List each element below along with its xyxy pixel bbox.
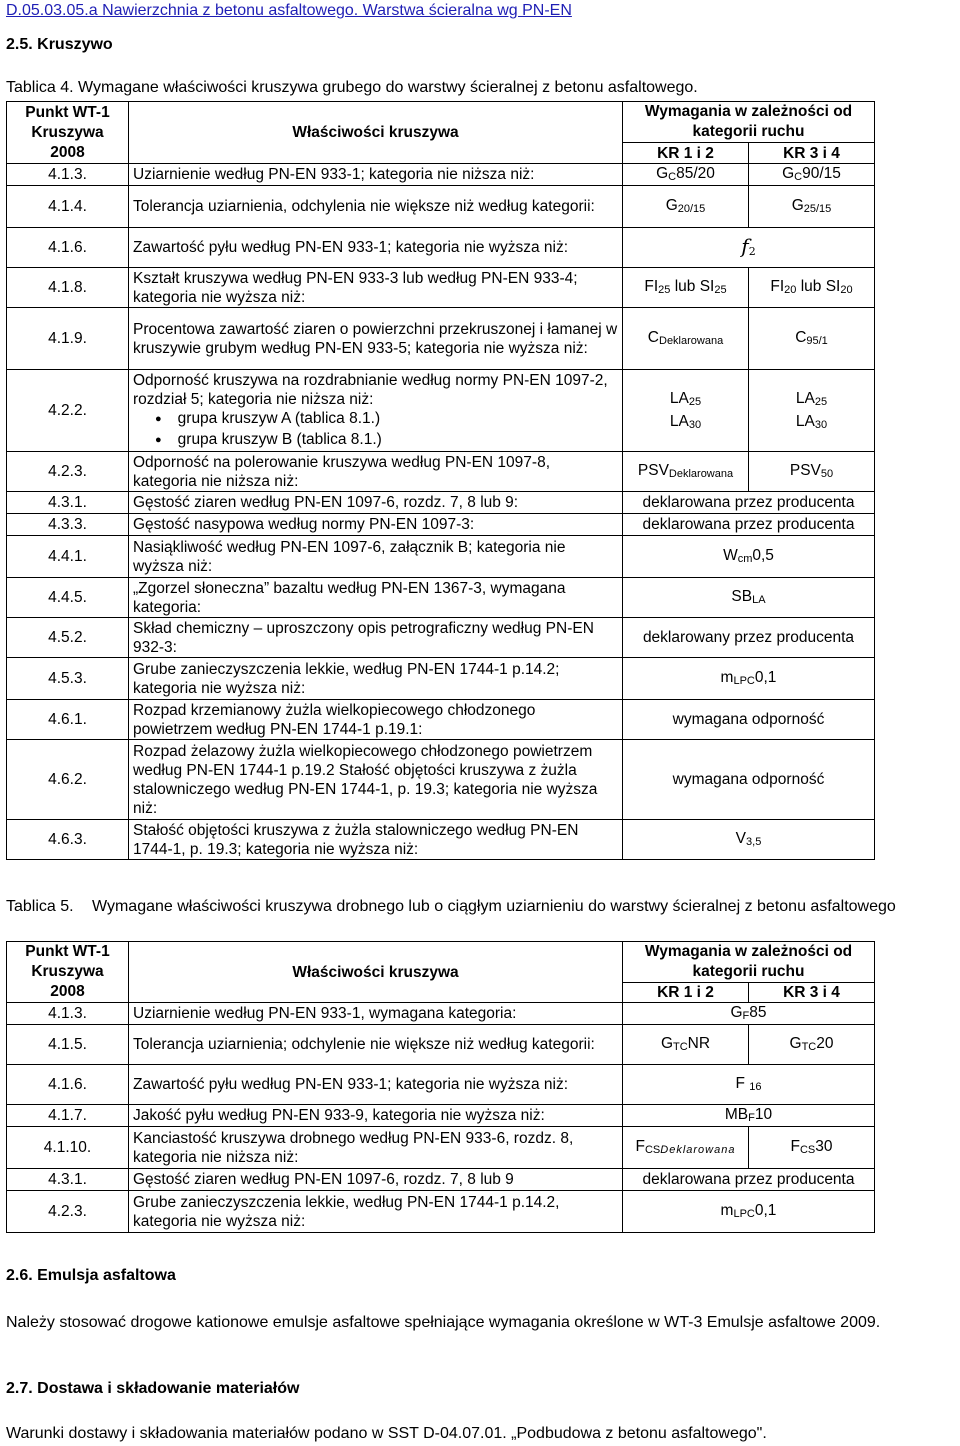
- value-both: deklarowana przez producenta: [623, 514, 875, 536]
- table4-caption-text: Wymagane właściwości kruszywa grubego do warstwy ścieralnej z betonu asfaltowego.: [78, 79, 698, 96]
- value-both: $W_{cm}0,5$: [623, 536, 875, 578]
- section-heading-dostawa: 2.7. Dostawa i składowanie materiałów: [6, 1380, 300, 1397]
- value-kr34: $G_{25/15}$: [749, 186, 875, 228]
- table-row: 4.5.3. Grube zanieczyszczenia lekkie, według PN-EN 1744-1 p.14.2; kategoria nie wyższa niż: $m_{LPC}0,1$: [7, 658, 875, 700]
- table5-caption-label: Tablica 5.: [6, 898, 74, 915]
- table-row: 4.4.5. „Zgorzel słoneczna” bazaltu według PN-EN 1367-3, wymagana kategoria: $SB_{LA}$: [7, 578, 875, 618]
- table5-head-kr34: KR 3 i 4: [749, 983, 875, 1003]
- value-kr34: $FI_{20}$ lub $SI_{20}$: [749, 268, 875, 308]
- value-kr34: $G_C90/15$: [749, 164, 875, 186]
- value-kr34: $G_{TC}20$: [749, 1025, 875, 1065]
- table-row: 4.5.2. Skład chemiczny – uproszczony opis petrograficzny według PN-EN 932-3: deklarowany przez producenta: [7, 618, 875, 658]
- value-both: wymagana odporność: [623, 700, 875, 740]
- table4-head-kr34: KR 3 i 4: [749, 143, 875, 164]
- value-kr34: $LA_{25}$ $LA_{30}$: [749, 370, 875, 452]
- table-row: 4.1.3. Uziarnienie według PN-EN 933-1; kategoria nie niższa niż: $G_C85/20$ $G_C90/15$: [7, 164, 875, 186]
- value-both: deklarowana przez producenta: [623, 492, 875, 514]
- value-kr34: $F_{CS}30$: [749, 1127, 875, 1169]
- table-row: 4.1.10. Kanciastość kruszywa drobnego według PN-EN 933-6, rozdz. 8, kategoria nie niższa niż: $F_{CSDeklarowana}$ $F_{CS}30$: [7, 1127, 875, 1169]
- table-row: 4.1.7. Jakość pyłu według PN-EN 933-9, kategoria nie wyższa niż: $MB_F10$: [7, 1105, 875, 1127]
- paragraph-dostawa: Warunki dostawy i składowania materiałów podano w SST D-04.07.01. „Podbudowa z betonu asfaltowego".: [6, 1425, 767, 1442]
- table-row: 4.2.2. Odporność kruszywa na rozdrabnianie według normy PN-EN 1097-2, rozdział 5; kategoria nie niższa niż: ● grupa kruszyw A (tablica 8.1.) ● grupa kruszyw B (tablica 8.1.) $LA_{25}$ $LA_{30}$ $LA_{25}$ $LA_{30}$: [7, 370, 875, 452]
- value-kr34: $C_{95/1}$: [749, 308, 875, 370]
- table5-head-requirements: Wymagania w zależności od kategorii ruchu: [623, 942, 875, 983]
- value-kr12: $LA_{25}$ $LA_{30}$: [623, 370, 749, 452]
- table5-head-properties: Właściwości kruszywa: [129, 942, 623, 1003]
- table-row: 4.4.1. Nasiąkliwość według PN-EN 1097-6, załącznik B; kategoria nie wyższa niż: $W_{cm}0,5$: [7, 536, 875, 578]
- paragraph-emulsja: Należy stosować drogowe kationowe emulsje asfaltowe spełniające wymagania określone w WT-3 Emulsje asfaltowe 2009.: [6, 1314, 881, 1331]
- value-both: deklarowana przez producenta: [623, 1169, 875, 1191]
- table4-head-kr12: KR 1 i 2: [623, 143, 749, 164]
- table-row: 4.6.1. Rozpad krzemianowy żużla wielkopiecowego chłodzonego powietrzem według PN-EN 1744-1 p.19.1: wymagana odporność: [7, 700, 875, 740]
- table-row: 4.1.9. Procentowa zawartość ziaren o powierzchni przekruszonej i łamanej w kruszywie grubym według PN-EN 933-5; kategoria nie wyższa niż: $C_{Deklarowana}$ $C_{95/1}$: [7, 308, 875, 370]
- table-row: 4.3.1. Gęstość ziaren według PN-EN 1097-6, rozdz. 7, 8 lub 9 deklarowana przez producenta: [7, 1169, 875, 1191]
- value-both: $SB_{LA}$: [623, 578, 875, 618]
- table-row: 4.3.1. Gęstość ziaren według PN-EN 1097-6, rozdz. 7, 8 lub 9: deklarowana przez producenta: [7, 492, 875, 514]
- table-row: 4.1.8. Kształt kruszywa według PN-EN 933-3 lub według PN-EN 933-4; kategoria nie wyższa niż: $FI_{25}$ lub $SI_{25}$ $FI_{20}$ lub $SI_{20}$: [7, 268, 875, 308]
- list-item: ● grupa kruszyw A (tablica 8.1.): [155, 409, 618, 430]
- section-heading-emulsja: 2.6. Emulsja asfaltowa: [6, 1267, 176, 1284]
- value-kr12: $C_{Deklarowana}$: [623, 308, 749, 370]
- value-both: deklarowany przez producenta: [623, 618, 875, 658]
- table-row: 4.3.3. Gęstość nasypowa według normy PN-EN 1097-3: deklarowana przez producenta: [7, 514, 875, 536]
- table4-head-properties: Właściwości kruszywa: [129, 102, 623, 164]
- value-both: $V_{3,5}$: [623, 820, 875, 860]
- value-both: wymagana odporność: [623, 740, 875, 820]
- table5-head-point: Punkt WT-1 Kruszywa 2008: [7, 942, 129, 1003]
- table-row: 4.2.3. Odporność na polerowanie kruszywa według PN-EN 1097-8, kategoria nie niższa niż: $PSV_{Deklarowana}$ $PSV_{50}$: [7, 452, 875, 492]
- value-both: $m_{LPC}0,1$: [623, 1191, 875, 1233]
- value-both: F $_{16}$: [623, 1065, 875, 1105]
- table5-caption: [6, 896, 952, 917]
- table-row: 4.2.3. Grube zanieczyszczenia lekkie, według PN-EN 1744-1 p.14.2, kategoria nie wyższa niż: $m_{LPC}0,1$: [7, 1191, 875, 1233]
- group-list: [133, 409, 618, 451]
- value-both: $G_F85$: [623, 1003, 875, 1025]
- table-row: 4.1.6. Zawartość pyłu według PN-EN 933-1; kategoria nie wyższa niż: $f_2$: [7, 228, 875, 268]
- document-header: D.05.03.05.a Nawierzchnia z betonu asfaltowego. Warstwa ścieralna wg PN-EN: [6, 2, 572, 19]
- table-row: 4.1.5. Tolerancja uziarnienia; odchylenie nie większe niż według kategorii: $G_{TC}NR$ $G_{TC}20$: [7, 1025, 875, 1065]
- table-row: 4.1.6. Zawartość pyłu według PN-EN 933-1; kategoria nie wyższa niż: F $_{16}$: [7, 1065, 875, 1105]
- table-row: 4.6.3. Stałość objętości kruszywa z żużla stalowniczego według PN-EN 1744-1, p. 19.3; kategoria nie wyższa niż: $V_{3,5}$: [7, 820, 875, 860]
- value-both: $f_2$: [623, 228, 875, 268]
- table4-head-point: Punkt WT-1 Kruszywa 2008: [7, 102, 129, 164]
- table-row: 4.6.2. Rozpad żelazowy żużla wielkopiecowego chłodzonego powietrzem według PN-EN 1744-1 p.19.2 Stałość objętości kruszywa z żużla stalowniczego według PN-EN 1744-1, p. 19.3; kategoria nie wyższa niż: wymagana odporność: [7, 740, 875, 820]
- list-item: ● grupa kruszyw B (tablica 8.1.): [155, 430, 618, 451]
- table-row: 4.1.3. Uziarnienie według PN-EN 933-1, wymagana kategoria: $G_F85$: [7, 1003, 875, 1025]
- table-row: 4.1.4. Tolerancja uziarnienia, odchylenia nie większe niż według kategorii: $G_{20/15}$ $G_{25/15}$: [7, 186, 875, 228]
- table5-head-kr12: KR 1 i 2: [623, 983, 749, 1003]
- section-heading-kruszywo: 2.5. Kruszywo: [6, 36, 113, 53]
- table4: [6, 101, 875, 860]
- table5-caption-text: Wymagane właściwości kruszywa drobnego lub o ciągłym uziarnieniu do warstwy ścieralnej z betonu asfaltowego: [92, 898, 896, 915]
- table4-caption-label: Tablica 4.: [6, 79, 74, 96]
- value-both: $m_{LPC}0,1$: [623, 658, 875, 700]
- table5: [6, 941, 875, 1233]
- table4-caption: [6, 79, 698, 97]
- value-both: $MB_F10$: [623, 1105, 875, 1127]
- value-kr12: $G_{20/15}$: [623, 186, 749, 228]
- table4-head-requirements: Wymagania w zależności od kategorii ruchu: [623, 102, 875, 143]
- value-kr34: $PSV_{50}$: [749, 452, 875, 492]
- value-kr12: $G_C85/20$: [623, 164, 749, 186]
- value-kr12: $FI_{25}$ lub $SI_{25}$: [623, 268, 749, 308]
- value-kr12: $F_{CSDeklarowana}$: [623, 1127, 749, 1169]
- value-kr12: $PSV_{Deklarowana}$: [623, 452, 749, 492]
- value-kr12: $G_{TC}NR$: [623, 1025, 749, 1065]
